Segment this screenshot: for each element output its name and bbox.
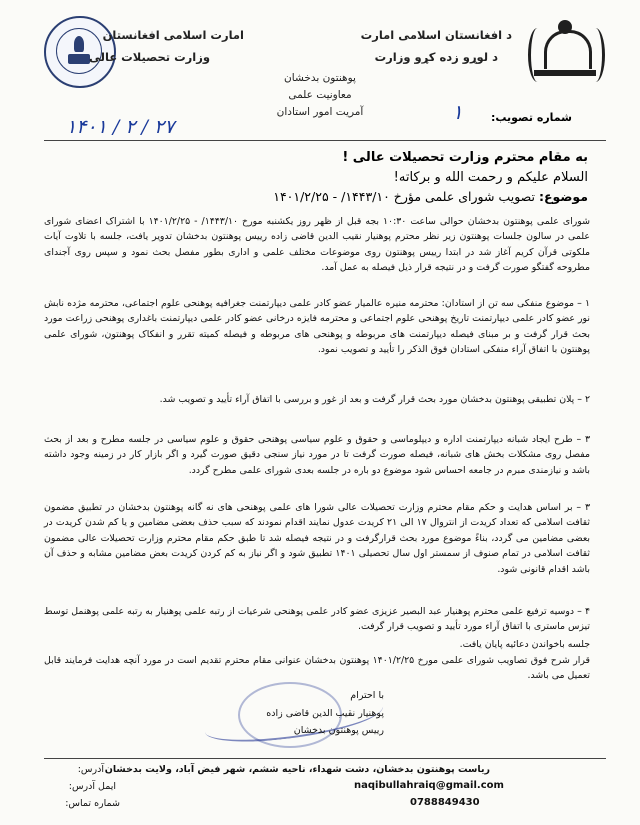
letter-greeting: السلام علیکم و رحمت الله و برکاته! xyxy=(393,170,588,185)
header-center-line1: پوهنتون بدخشان xyxy=(284,72,356,84)
footer-divider xyxy=(44,758,606,759)
header-right-line2: د لوړو زده کړو وزارت xyxy=(374,50,498,64)
signature-title: رییس پوهنتون بدخشان xyxy=(293,725,384,736)
footer-email-value: naqibullahraiq@gmail.com xyxy=(354,780,504,791)
handwritten-date: ۱۴۰۱ / ۲ / ۲۷ xyxy=(66,116,175,138)
emirate-emblem-icon xyxy=(522,12,608,98)
header-center-line3: آمریت امور استادان xyxy=(276,106,364,118)
header-left-line2: وزارت تحصیلات عالی xyxy=(89,50,210,64)
footer-email-label: ایمل آدرس: xyxy=(68,781,116,792)
header-right-line1: د افغانستان اسلامی امارت xyxy=(360,28,512,42)
paragraph-closing-prayer: جلسه باخواندن دعائیه پایان یافت. xyxy=(459,639,590,650)
paragraph-conclusion: قرار شرح فوق تصاویب شورای علمی مورخ ۱۴۰۱/۲/۲۵ پوهنتون بدخشان عنوانی مقام محترم تقدیم است در مورد آنچه هدایت فرمایند قابل تعمیل می باشد. xyxy=(44,655,590,682)
subject-text: تصویب شورای علمی مؤرخ ۱۴۴۳/۱۰/ - ۱۴۰۱/۲/۲۵ xyxy=(273,189,535,204)
paragraph-item-5: ۴ – دوسیه ترفیع علمی محترم پوهنیار عبد البصیر عزیزی عضو کادر علمی پوهنحی شرعیات از رتبه علمی پوهنیار به رتبه علمی پوهنمل توسط تیزس ماستری با اتفاق آراء مورد تأیید و تصویب قرار گرفت. xyxy=(44,606,590,633)
letter-recipient: به مقام محترم وزارت تحصیلات عالی ! xyxy=(342,150,588,165)
serial-label: شماره تصویب: xyxy=(490,111,572,124)
paragraph-intro: شورای علمی پوهنتون بدخشان حوالی ساعت ۱۰:۳۰ بجه قبل از ظهر روز یکشنبه مورخ ۱۴۴۳/۱۰/ - ۱۴۰۱/۲/۲۵ با اشتراک اعضای شورای علمی در سالون جلسات پوهنتون زیر نظر محترم پوهنیار نقیب الدین قاضی زاده رییس پوهنتون بدخشان تدویر یافت، جلسه با تلاوت آیات ملکوتی قرآن کریم آغاز شد در ابتدا رییس پوهنتون روی موضوعات مختلف علمی و اداری بطور مفصل بحث نمود و سپس روی آجندای مطروحه گفتگو صورت گرفت و در نتیجه قرار ذیل فیصله به عمل آمد. xyxy=(44,216,590,274)
signature-name: پوهنیار نقیب الدین قاضی زاده xyxy=(266,708,384,719)
footer-address-label: آدرس: xyxy=(77,764,104,775)
paragraph-item-3: ۳ – طرح ایجاد شبانه دیپارتمنت اداره و دیپلوماسی و حقوق و علوم سیاسی پوهنحی حقوق و علوم سیاسی در جلسه مطرح و بعد از بحث مفصل روی مشکلات بخش های شبانه، فیصله صورت گرفت تا در مورد نیاز سنجی دقیق صورت گیرد و اگر بازار کار در زمینه وجود داشته باشد و نیازمندی مبرم در جامعه احساس شود موضوع دو باره در جلسه بعدی شورای علمی مطرح گردد. xyxy=(44,434,590,476)
header-center-line2: معاونیت علمی xyxy=(288,89,352,101)
paragraph-item-2: ۲ – پلان تطبیقی پوهنتون بدخشان مورد بحث قرار گرفت و بعد از غور و بررسی با اتفاق آراء تأیید و تصویب شد. xyxy=(159,394,590,405)
footer-address-value: ریاست پوهنتون بدخشان، دشت شهداء، ناحیه ششم، شهر فیض آباد، ولایت بدخشان xyxy=(104,764,490,775)
header-divider xyxy=(44,140,606,141)
letter-subject xyxy=(273,189,588,204)
signature-closing: با احترام xyxy=(350,690,384,701)
paragraph-item-4: ۳ – بر اساس هدایت و حکم مقام محترم وزارت تحصیلات عالی شورا های علمی پوهنحی های نه گانه پوهنتون بدخشان در تطبیق مضمون ثقافت اسلامی که تعداد کریدت از انتروال ۱۷ الی ۲۱ کریدت عدول نمایند اقدام نمودند که سبب حذف بعضی مضامین و یا کم شدن کریدت در بعضی مضامین می گردد، بناءً موضوع مورد بحث قرارگرفت و در نتیجه فیصله شد تا طبق حکم مقام محترم وزارت تحصیلات عالی مضمون ثقافت اسلامی در تمام صنوف از سمستر اول سال تحصیلی ۱۴۰۱ تطبیق شود و اگر نیاز به کم کردن کریدت بعض مضامین مشابه و حذف آن باشد اقدام قانونی شود. xyxy=(44,502,590,575)
header-left-line1: امارت اسلامی افغانستان xyxy=(102,28,244,42)
subject-label: موضوع: xyxy=(538,189,588,204)
footer-phone-label: شماره تماس: xyxy=(65,798,120,809)
serial-value: ۱ xyxy=(452,100,463,124)
paragraph-item-1: ۱ – موضوع منفکی سه تن از استادان: محترمه منیره عالمیار عضو کادر علمی دیپارتمنت جغرافیه پوهنحی علوم اجتماعی، محترمه مژده نابش نور عضو کادر علمی دیپارتمنت تاریخ پوهنحی علوم اجتماعی و محترمه فایزه درخانی عضو کادر علمی دیپارتمنت باغداری پوهنحی زراعت مورد بحث قرار گرفت و بر مبنای فیصله دیپارتمنت های مربوطه و پوهنحی های مربوطه و فیصله کمیته تقرر و انفکاک پوهنتون، شورای علمی پوهنتون با اتفاق آراء منفکی استادان فوق الذکر را تأیید و تصویب نمود. xyxy=(44,298,590,356)
footer-phone-value: 0788849430 xyxy=(410,797,480,808)
